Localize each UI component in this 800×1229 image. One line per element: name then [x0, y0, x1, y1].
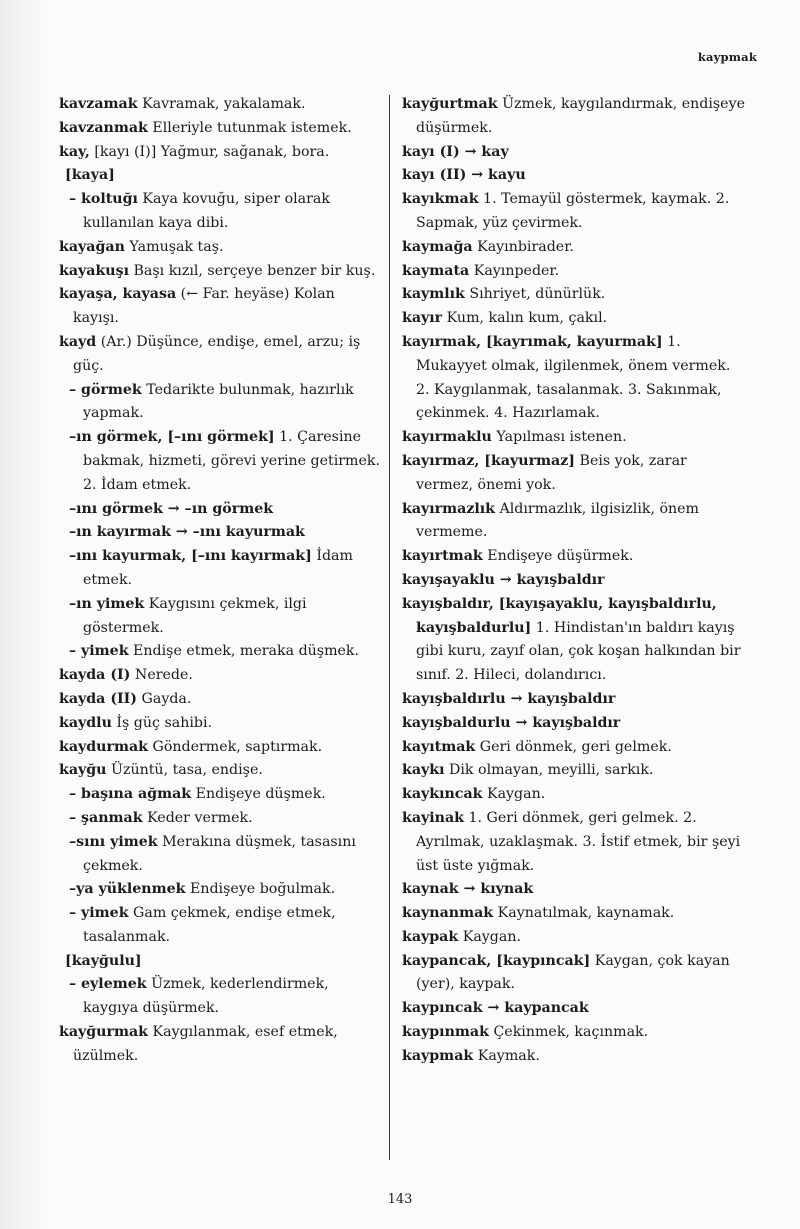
entry-headword: [kaya]	[65, 167, 115, 184]
dictionary-entry	[59, 260, 383, 284]
entry-definition: Kaygan.	[458, 928, 521, 945]
entry-headword: kaymağa	[402, 238, 473, 255]
entry-definition: Kayınbirader.	[472, 238, 574, 255]
entry-headword: – yimek	[69, 643, 129, 660]
entry-headword: kaykıncak	[402, 786, 483, 803]
dictionary-entry	[59, 807, 383, 831]
entry-headword: kaydurmak	[59, 738, 149, 755]
entry-definition: Keder vermek.	[142, 809, 253, 826]
dictionary-entry	[59, 688, 383, 712]
column-divider	[389, 95, 390, 1160]
entry-headword: kayırtmak	[402, 548, 483, 565]
dictionary-entry	[402, 260, 748, 284]
dictionary-entry	[59, 426, 383, 497]
dictionary-entry	[59, 736, 383, 760]
entry-headword: kayaşa, kayasa	[59, 286, 177, 303]
dictionary-entry	[59, 331, 383, 379]
dictionary-entry	[59, 283, 383, 331]
entry-definition: Merakına düşmek, tasasını çekmek.	[83, 833, 356, 874]
entry-headword: kaypmak	[402, 1047, 474, 1064]
entry-headword: kayır	[402, 310, 443, 327]
entry-definition: Elleriyle tutunmak istemek.	[147, 119, 352, 136]
dictionary-entry	[402, 93, 748, 141]
dictionary-entry	[59, 236, 383, 260]
dictionary-entry	[59, 640, 383, 664]
entry-headword: kayda (II)	[59, 690, 138, 707]
dictionary-entry	[59, 498, 383, 522]
dictionary-entry	[402, 902, 748, 926]
dictionary-entry	[402, 498, 748, 546]
entry-headword: kayakuşı	[59, 262, 129, 279]
dictionary-entry	[402, 283, 748, 307]
dictionary-entry	[402, 736, 748, 760]
dictionary-entry	[59, 93, 383, 117]
entry-headword: kayışbaldırlu → kayışbaldır	[402, 690, 616, 707]
entry-headword: –ya yüklenmek	[69, 881, 186, 898]
dictionary-entry	[402, 164, 748, 188]
entry-definition: Kaygan, çok kayan (yer), kaypak.	[416, 952, 730, 993]
entry-headword: –ın görmek, [–ını görmek]	[69, 429, 275, 446]
dictionary-entry	[59, 379, 383, 427]
entry-headword: –sını yimek	[69, 833, 158, 850]
entry-definition: Kaygan.	[482, 786, 546, 803]
entry-definition: Endişeye düşürmek.	[482, 548, 634, 565]
entry-definition: 1. Çaresine bakmak, hizmeti, görevi yerine getirmek. 2. İdam etmek.	[83, 429, 381, 493]
dictionary-entry	[402, 331, 748, 426]
entry-headword: kayırmaz, [kayurmaz]	[402, 452, 576, 469]
entry-definition: Başı kızıl, serçeye benzer bir kuş.	[128, 262, 376, 279]
right-column	[402, 93, 748, 1069]
dictionary-entry	[402, 926, 748, 950]
entry-headword: –ını görmek → –ın görmek	[69, 500, 274, 517]
dictionary-entry	[59, 902, 383, 950]
dictionary-entry	[402, 236, 748, 260]
entry-definition: (Ar.) Düşünce, endişe, emel, arzu; iş güç.	[73, 333, 361, 374]
entry-definition: (← Far. heyäse) Kolan kayışı.	[73, 286, 335, 327]
entry-headword: – eylemek	[69, 976, 147, 993]
entry-definition: Kavramak, yakalamak.	[137, 96, 306, 112]
dictionary-entry	[59, 141, 383, 165]
dictionary-entry	[59, 521, 383, 545]
dictionary-entry	[59, 1021, 383, 1069]
entry-headword: – görmek	[69, 381, 142, 398]
entry-definition: 1. Mukayyet olmak, ilgilenmek, önem vermek. 2. Kaygılanmak, tasalanmak. 3. Sakınmak, çekinmek. 4. Hazırlamak.	[416, 333, 731, 422]
entry-definition: Yamuşak taş.	[124, 238, 224, 255]
entry-headword: kaypancak, [kaypıncak]	[402, 952, 591, 969]
entry-definition: Çekinmek, kaçınmak.	[488, 1024, 649, 1041]
entry-definition: Endişe etmek, meraka düşmek.	[128, 643, 360, 660]
entry-definition: Kaya kovuğu, siper olarak kullanılan kaya dibi.	[83, 191, 330, 231]
dictionary-entry	[59, 950, 383, 974]
entry-definition: Kayınpeder.	[469, 262, 560, 279]
dictionary-entry	[402, 950, 748, 998]
dictionary-entry	[59, 831, 383, 879]
entry-definition: Üzmek, kederlendirmek, kaygıya düşürmek.	[83, 976, 329, 1017]
entry-headword: –ın yimek	[69, 595, 145, 612]
entry-headword: – yimek	[69, 905, 129, 922]
entry-definition: Kaygısını çekmek, ilgi göstermek.	[83, 595, 307, 636]
entry-headword: kayı (II) → kayu	[402, 167, 526, 184]
entry-definition: 1. Geri dönmek, geri gelmek. 2. Ayrılmak, uzaklaşmak. 3. İstif etmek, bir şeyi üst üste yığmak.	[416, 809, 741, 874]
entry-definition: Endişeye düşmek.	[191, 786, 326, 803]
entry-headword: kavzanmak	[59, 119, 148, 136]
entry-headword: kaydlu	[59, 714, 112, 731]
dictionary-entry	[59, 759, 383, 783]
entry-definition: İdam etmek.	[83, 548, 353, 588]
dictionary-entry	[402, 569, 748, 593]
dictionary-entry	[402, 807, 748, 878]
entry-headword: kayinak	[402, 809, 464, 826]
entry-definition: [kayı (I)] Yağmur, sağanak, bora.	[89, 143, 330, 160]
dictionary-entry	[402, 997, 748, 1021]
dictionary-entry	[59, 783, 383, 807]
entry-definition: Kum, kalın kum, çakıl.	[442, 310, 608, 327]
entry-headword: kaynanmak	[402, 905, 494, 922]
entry-definition: Yapılması istenen.	[491, 429, 627, 446]
entry-headword: kaypıncak → kaypancak	[402, 1000, 589, 1017]
entry-headword: – başına ağmak	[69, 786, 192, 803]
entry-definition: Endişeye boğulmak.	[185, 881, 336, 898]
entry-definition: Gam çekmek, endişe etmek, tasalanmak.	[83, 905, 336, 945]
entry-headword: kay,	[59, 143, 90, 160]
entry-headword: [kayğulu]	[65, 952, 142, 969]
page-binding-shadow	[0, 0, 48, 1229]
entry-definition: Sıhriyet, dünürlük.	[464, 286, 606, 303]
dictionary-entry	[59, 712, 383, 736]
dictionary-entry	[402, 1021, 748, 1045]
entry-definition: İş güç sahibi.	[111, 714, 213, 731]
entry-headword: kayğu	[59, 762, 107, 779]
entry-headword: kavzamak	[59, 96, 138, 112]
entry-headword: kayışbaldurlu → kayışbaldır	[402, 714, 621, 731]
dictionary-entry	[59, 664, 383, 688]
dictionary-entry	[402, 783, 748, 807]
dictionary-entry	[402, 141, 748, 165]
dictionary-entry	[402, 759, 748, 783]
dictionary-entry	[59, 973, 383, 1021]
entry-headword: kaykı	[402, 762, 445, 779]
entry-definition: Üzüntü, tasa, endişe.	[106, 762, 263, 779]
entry-headword: kaynak → kıynak	[402, 881, 534, 898]
entry-headword: kaypak	[402, 928, 459, 945]
entry-definition: 1. Temayül göstermek, kaymak. 2. Sapmak, yüz çevirmek.	[416, 191, 730, 231]
entry-definition: 1. Hindistan'ın baldırı kayış gibi kuru, zayıf olan, çok koşan halkından bir sınıf. 2. Hileci, dolandırıcı.	[416, 619, 741, 684]
dictionary-entry	[402, 878, 748, 902]
entry-headword: kaymlık	[402, 286, 465, 303]
dictionary-entry	[59, 545, 383, 593]
dictionary-entry	[402, 426, 748, 450]
page-number: 143	[387, 1192, 413, 1207]
running-head: kaypmak	[697, 50, 757, 64]
entry-definition: Kaynatılmak, kaynamak.	[493, 905, 675, 922]
entry-headword: –ın kayırmak → –ını kayurmak	[69, 524, 305, 541]
entry-definition: Kaygılanmak, esef etmek, üzülmek.	[73, 1024, 338, 1064]
dictionary-entry	[59, 188, 383, 236]
dictionary-entry	[402, 593, 748, 688]
entry-headword: kayırmaklu	[402, 429, 492, 446]
dictionary-entry	[402, 688, 748, 712]
dictionary-entry	[59, 117, 383, 141]
entry-definition: Beis yok, zarar vermez, önemi yok.	[416, 452, 687, 493]
entry-definition: Üzmek, kaygılandırmak, endişeye düşürmek.	[416, 96, 745, 136]
entry-headword: kayırmak, [kayrımak, kayurmak]	[402, 333, 663, 350]
entry-headword: kayıkmak	[402, 191, 479, 208]
entry-definition: Nerede.	[130, 667, 193, 684]
entry-headword: kayağan	[59, 238, 125, 255]
dictionary-entry	[402, 450, 748, 498]
dictionary-entry	[402, 712, 748, 736]
entry-definition: Tedarikte bulunmak, hazırlık yapmak.	[83, 381, 354, 422]
dictionary-entry	[59, 164, 383, 188]
entry-headword: kayd	[59, 333, 97, 350]
entry-definition: Aldırmazlık, ilgisizlik, önem vermeme.	[416, 500, 699, 541]
entry-headword: kayışbaldır, [kayışayaklu, kayışbaldırlu, kayışbaldurlu]	[402, 595, 717, 636]
dictionary-entry	[402, 545, 748, 569]
dictionary-entry	[59, 878, 383, 902]
entry-headword: kayğurtmak	[402, 96, 498, 112]
entry-headword: kayı (I) → kay	[402, 143, 509, 160]
entry-headword: kayğurmak	[59, 1024, 149, 1041]
entry-headword: kayırmazlık	[402, 500, 496, 517]
entry-headword: –ını kayurmak, [–ını kayırmak]	[69, 548, 312, 565]
entry-headword: kaymata	[402, 262, 470, 279]
left-column	[59, 93, 383, 1069]
entry-headword: kayda (I)	[59, 667, 131, 684]
entry-headword: kayışayaklu → kayışbaldır	[402, 571, 605, 588]
entry-headword: kaypınmak	[402, 1024, 489, 1041]
dictionary-entry	[402, 307, 748, 331]
dictionary-entry	[402, 188, 748, 236]
entry-headword: – şanmak	[69, 809, 143, 826]
entry-headword: – koltuğı	[69, 191, 138, 208]
entry-headword: kayıtmak	[402, 738, 476, 755]
entry-definition: Geri dönmek, geri gelmek.	[475, 738, 672, 755]
entry-definition: Göndermek, saptırmak.	[148, 738, 323, 755]
entry-definition: Kaymak.	[473, 1047, 540, 1064]
entry-definition: Dik olmayan, meyilli, sarkık.	[444, 762, 654, 779]
entry-definition: Gayda.	[137, 690, 192, 707]
dictionary-entry	[59, 593, 383, 641]
dictionary-entry	[402, 1045, 748, 1069]
